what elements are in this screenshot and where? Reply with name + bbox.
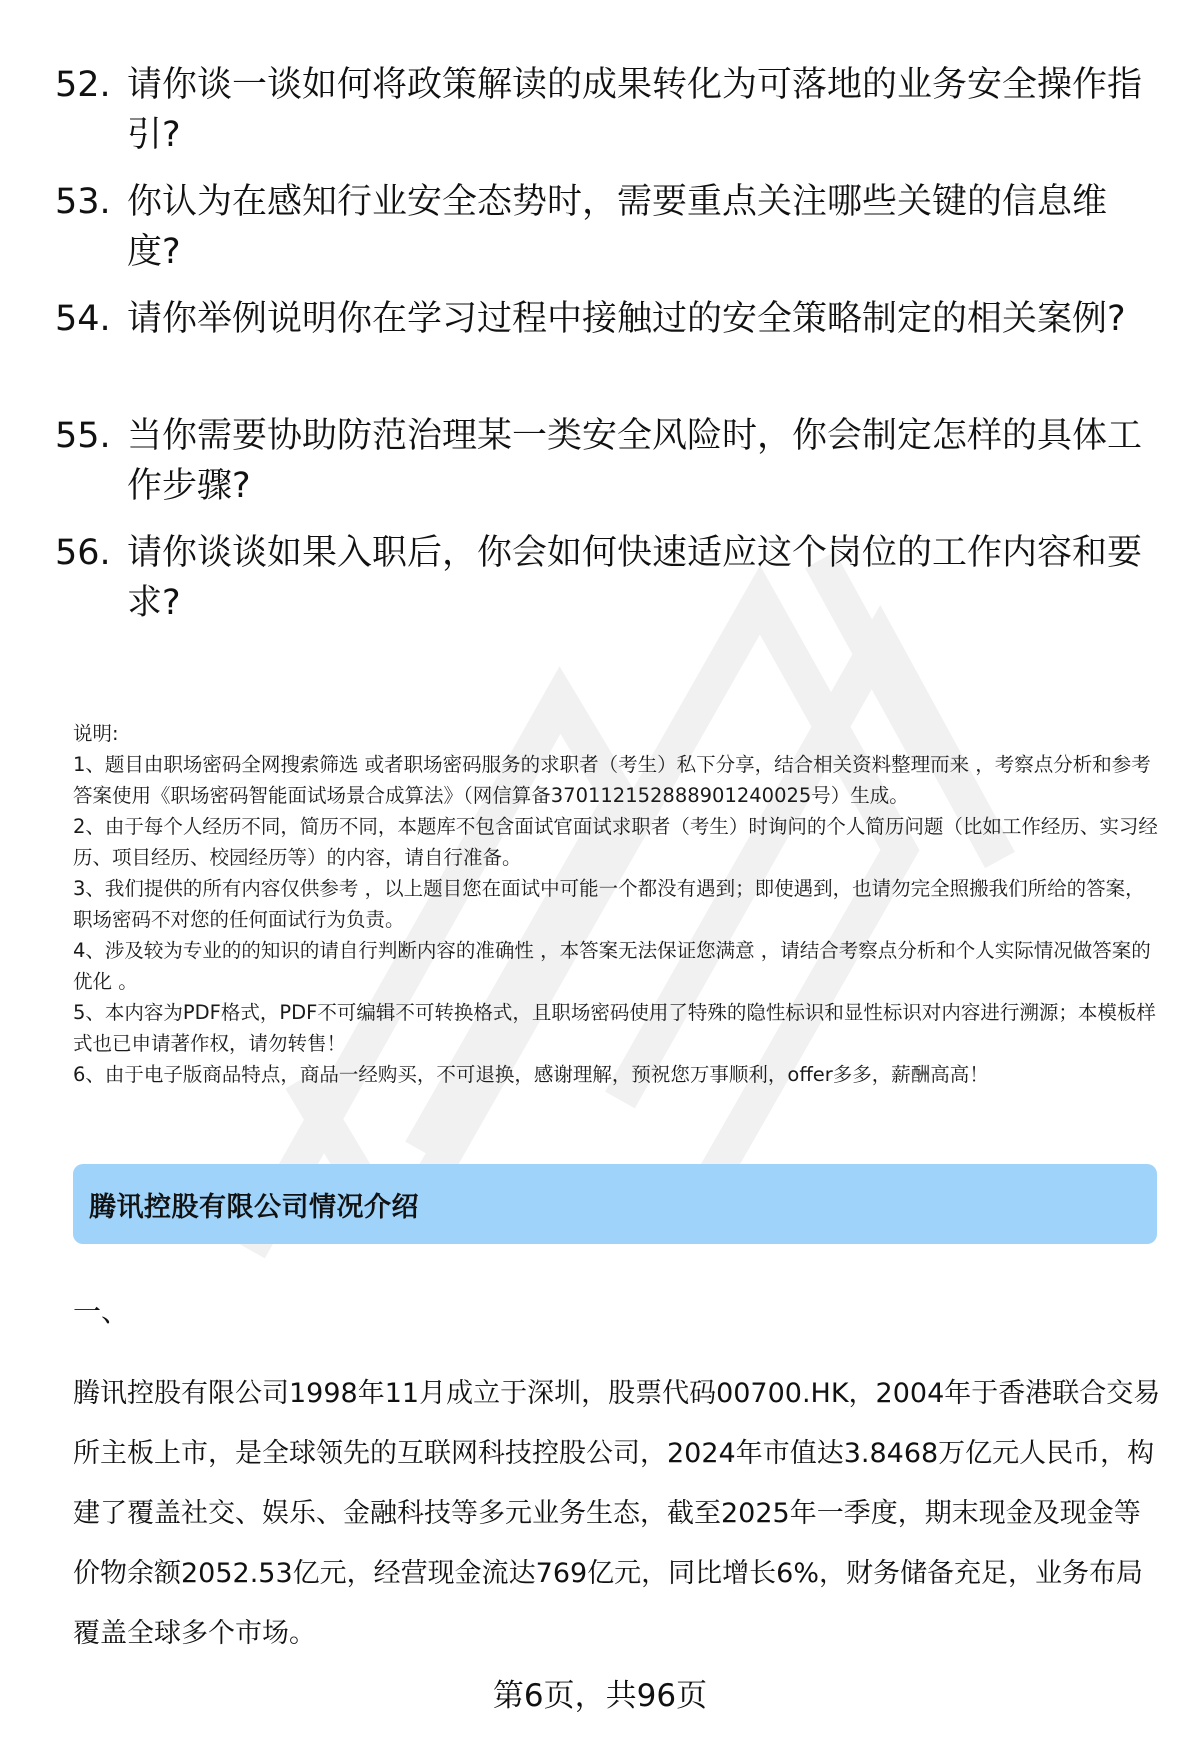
note-item: 2、由于每个人经历不同，简历不同，本题库不包含面试官面试求职者（考生）时询问的个人简历问题（比如工作经历、实习经历、项目经历、校园经历等）的内容，请自行准备。 [73,815,1158,869]
question-number: 56. [55,533,111,573]
question-number: 54. [55,299,111,339]
note-item: 3、我们提供的所有内容仅供参考 ，以上题目您在面试中可能一个都没有遇到；即使遇到，也请勿完全照搬我们所给的答案，职场密码不对您的任何面试行为负责。 [73,877,1145,931]
question-54 [55,294,1155,344]
question-number: 52. [55,65,111,105]
note-item: 1、题目由职场密码全网搜索筛选 或者职场密码服务的求职者（考生）私下分享，结合相关资料整理而来 ，考察点分析和参考答案使用《职场密码智能面试场景合成算法》（网信算备370112152888901240025号）生成。 [73,753,1151,807]
notes-heading: 说明: [73,722,119,745]
section-ordinal: 一、 [73,1295,130,1328]
question-52 [55,60,1155,160]
note-item: 4、涉及较为专业的的知识的请自行判断内容的准确性 ，本答案无法保证您满意 ，请结合考察点分析和个人实际情况做答案的优化 。 [73,939,1151,993]
section-header-bar [73,1164,1157,1244]
company-intro-paragraph: 腾讯控股有限公司1998年11月成立于深圳，股票代码00700.HK，2004年于香港联合交易所主板上市，是全球领先的互联网科技控股公司，2024年市值达3.8468万亿元人民币，构建了覆盖社交、娱乐、金融科技等多元业务生态，截至2025年一季度，期末现金及现金等价物余额2052.53亿元，经营现金流达769亿元，同比增长6%，财务储备充足，业务布局覆盖全球多个市场。 [73,1378,1161,1649]
question-55 [55,411,1155,511]
question-text: 请你谈谈如果入职后，你会如何快速适应这个岗位的工作内容和要求? [127,533,1143,623]
note-item: 5、本内容为PDF格式，PDF不可编辑不可转换格式，且职场密码使用了特殊的隐性标识和显性标识对内容进行溯源；本模板样式也已申请著作权，请勿转售！ [73,1001,1156,1055]
question-56 [55,528,1155,628]
question-53 [55,177,1155,277]
section-title: 腾讯控股有限公司情况介绍 [89,1191,419,1223]
question-text: 当你需要协助防范治理某一类安全风险时，你会制定怎样的具体工作步骤? [127,416,1143,506]
note-item: 6、由于电子版商品特点，商品一经购买，不可退换，感谢理解，预祝您万事顺利，offer多多，薪酬高高！ [73,1063,989,1086]
question-text: 请你举例说明你在学习过程中接触过的安全策略制定的相关案例? [127,299,1126,339]
page-number: 第6页，共96页 [492,1678,708,1714]
question-text: 你认为在感知行业安全态势时，需要重点关注哪些关键的信息维度? [127,182,1108,272]
question-number: 55. [55,416,111,456]
question-number: 53. [55,182,111,222]
question-text: 请你谈一谈如何将政策解读的成果转化为可落地的业务安全操作指引? [127,65,1143,155]
disclaimer-notes [73,718,1163,1090]
